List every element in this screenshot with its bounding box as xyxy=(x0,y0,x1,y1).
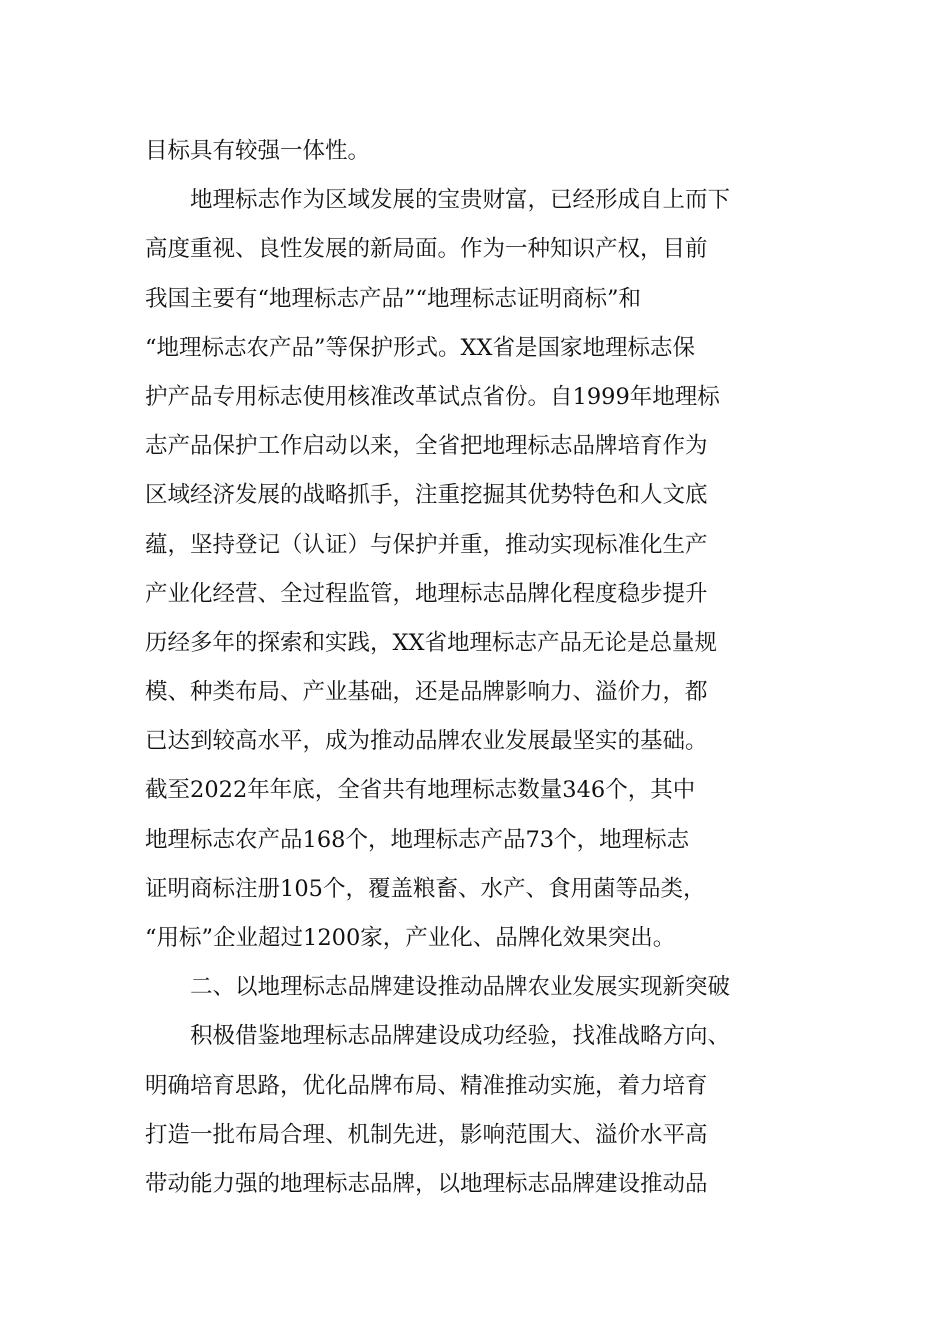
paragraph-start-line: 地理标志作为区域发展的宝贵财富，已经形成自上而下 xyxy=(190,187,731,214)
section-heading: 二、以地理标志品牌建设推动品牌农业发展实现新突破 xyxy=(190,974,731,1001)
document-body xyxy=(145,127,810,1209)
text-line: 护产品专用标志使用核准改革试点省份。自1999年地理标 xyxy=(145,383,720,410)
text-line: 我国主要有“地理标志产品”“地理标志证明商标”和 xyxy=(145,285,642,312)
text-line: 志产品保护工作启动以来，全省把地理标志品牌培育作为 xyxy=(145,433,708,460)
text-line: 证明商标注册105个，覆盖粮畜、水产、食用菌等品类， xyxy=(145,875,706,902)
text-line: “用标”企业超过1200家，产业化、品牌化效果突出。 xyxy=(145,925,676,951)
paragraph-start-line: 积极借鉴地理标志品牌建设成功经验，找准战略方向、 xyxy=(190,1023,731,1050)
text-line: 历经多年的探索和实践，XX省地理标志产品无论是总量规 xyxy=(145,629,718,656)
text-line: 目标具有较强一体性。 xyxy=(145,138,371,164)
text-line: 蕴，坚持登记（认证）与保护并重，推动实现标准化生产 xyxy=(145,531,708,558)
text-line: 打造一批布局合理、机制先进，影响范围大、溢价水平高 xyxy=(145,1121,708,1148)
text-line: 带动能力强的地理标志品牌，以地理标志品牌建设推动品 xyxy=(145,1170,708,1197)
text-line: 产业化经营、全过程监管，地理标志品牌化程度稳步提升 xyxy=(145,580,708,607)
text-line: 截至2022年年底，全省共有地理标志数量346个，其中 xyxy=(145,777,696,804)
text-line: 明确培育思路，优化品牌布局、精准推动实施，着力培育 xyxy=(145,1072,708,1099)
text-line: 高度重视、良性发展的新局面。作为一种知识产权，目前 xyxy=(145,236,708,263)
text-line: 模、种类布局、产业基础，还是品牌影响力、溢价力，都 xyxy=(145,679,708,706)
text-line: 已达到较高水平，成为推动品牌农业发展最坚实的基础。 xyxy=(145,728,708,755)
text-line: 地理标志农产品168个，地理标志产品73个，地理标志 xyxy=(145,826,690,853)
text-line: “地理标志农产品”等保护形式。XX省是国家地理标志保 xyxy=(145,334,696,361)
text-line: 区域经济发展的战略抓手，注重挖掘其优势特色和人文底 xyxy=(145,482,708,509)
